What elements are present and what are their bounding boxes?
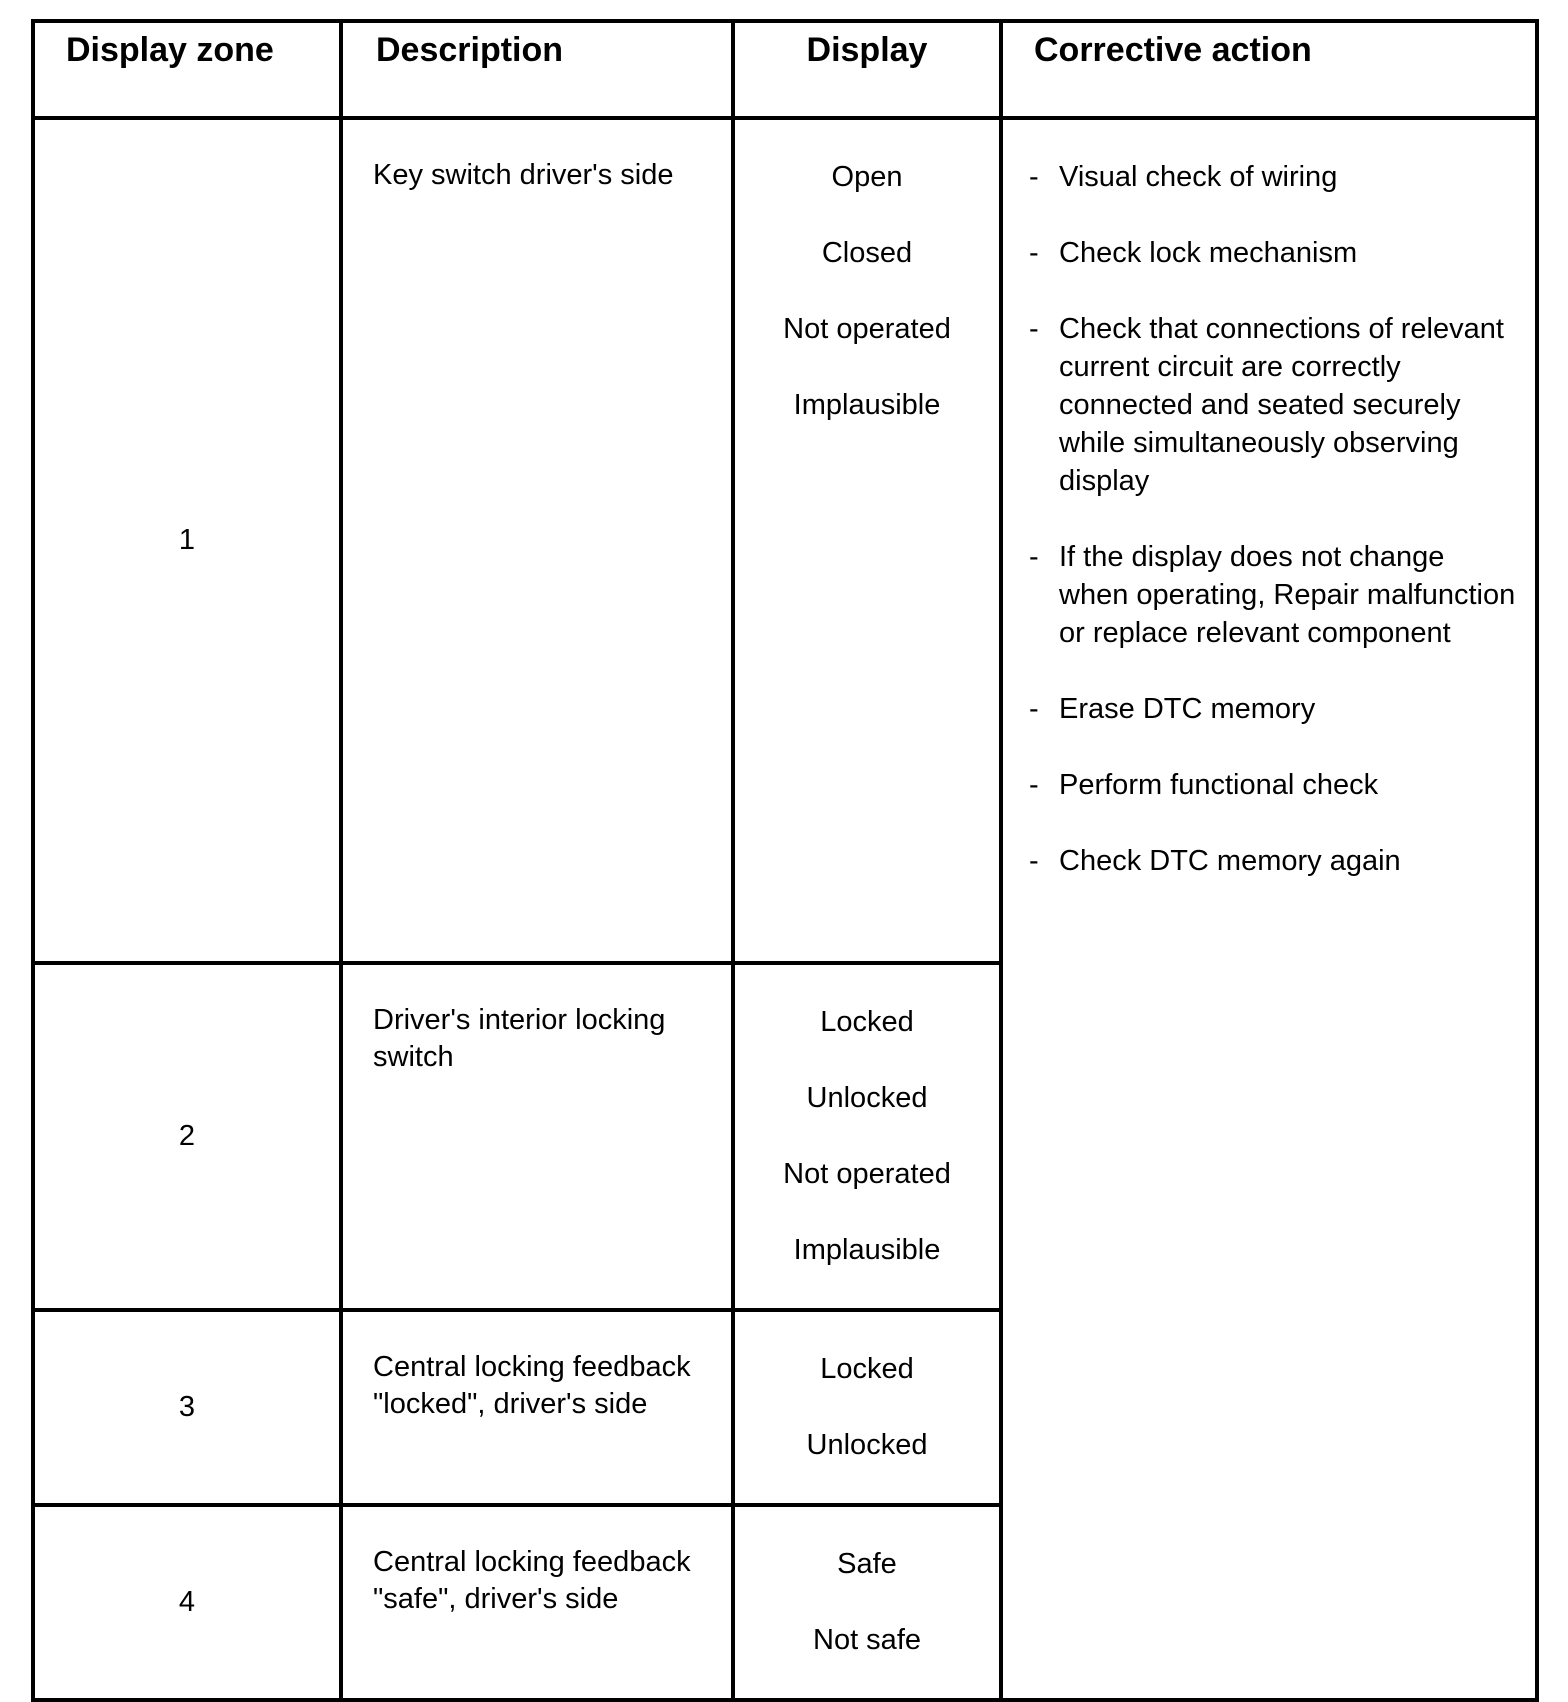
action-item [1029,158,1519,196]
display-value: Implausible [793,389,941,421]
action-item [1029,310,1519,500]
diagnostic-table-frame [31,19,1535,1686]
action-text: If the display does not change when operating, Repair malfunction or replace relevant component [1059,541,1516,649]
action-item [1029,234,1519,272]
bullet-dash: - [1029,693,1039,725]
display-value: Implausible [793,1234,941,1266]
display-value: Open [831,161,903,193]
display-value: Not safe [813,1624,921,1656]
display-value: Closed [821,237,913,269]
table-row [33,118,1537,963]
action-text: Visual check of wiring [1059,161,1338,193]
header-display-zone: Display zone [33,21,341,118]
action-item [1029,538,1519,652]
bullet-dash: - [1029,161,1039,193]
description-cell: Central locking feedback "safe", driver's side [341,1505,733,1700]
action-item [1029,842,1519,880]
display-cell [733,118,1001,963]
description-cell: Central locking feedback "locked", driver's side [341,1310,733,1505]
bullet-dash: - [1029,845,1039,877]
display-value: Not operated [783,313,951,345]
header-row [33,21,1537,118]
action-item [1029,690,1519,728]
bullet-dash: - [1029,541,1039,573]
display-cell [733,1505,1001,1700]
bullet-dash: - [1029,237,1039,269]
action-text: Erase DTC memory [1059,693,1316,725]
display-value: Unlocked [806,1429,928,1461]
zone-cell: 1 [33,118,341,963]
zone-cell: 2 [33,963,341,1310]
header-corrective-action: Corrective action [1001,21,1537,118]
display-cell [733,963,1001,1310]
action-text: Perform functional check [1059,769,1379,801]
display-value: Safe [837,1548,897,1580]
action-text: Check lock mechanism [1059,237,1358,269]
action-text: Check DTC memory again [1059,845,1401,877]
display-value: Not operated [783,1158,951,1190]
zone-cell: 3 [33,1310,341,1505]
action-item [1029,766,1519,804]
diagnostic-table [31,19,1539,1702]
bullet-dash: - [1029,769,1039,801]
display-value: Locked [820,1006,914,1038]
description-cell: Key switch driver's side [341,118,733,963]
header-description: Description [341,21,733,118]
header-display: Display [733,21,1001,118]
description-cell: Driver's interior locking switch [341,963,733,1310]
display-value: Locked [820,1353,914,1385]
action-text: Check that connections of relevant current circuit are correctly connected and seated securely while simultaneously observing display [1059,313,1504,497]
corrective-action-cell [1001,118,1537,1700]
display-value: Unlocked [806,1082,928,1114]
zone-cell: 4 [33,1505,341,1700]
display-cell [733,1310,1001,1505]
bullet-dash: - [1029,313,1039,345]
